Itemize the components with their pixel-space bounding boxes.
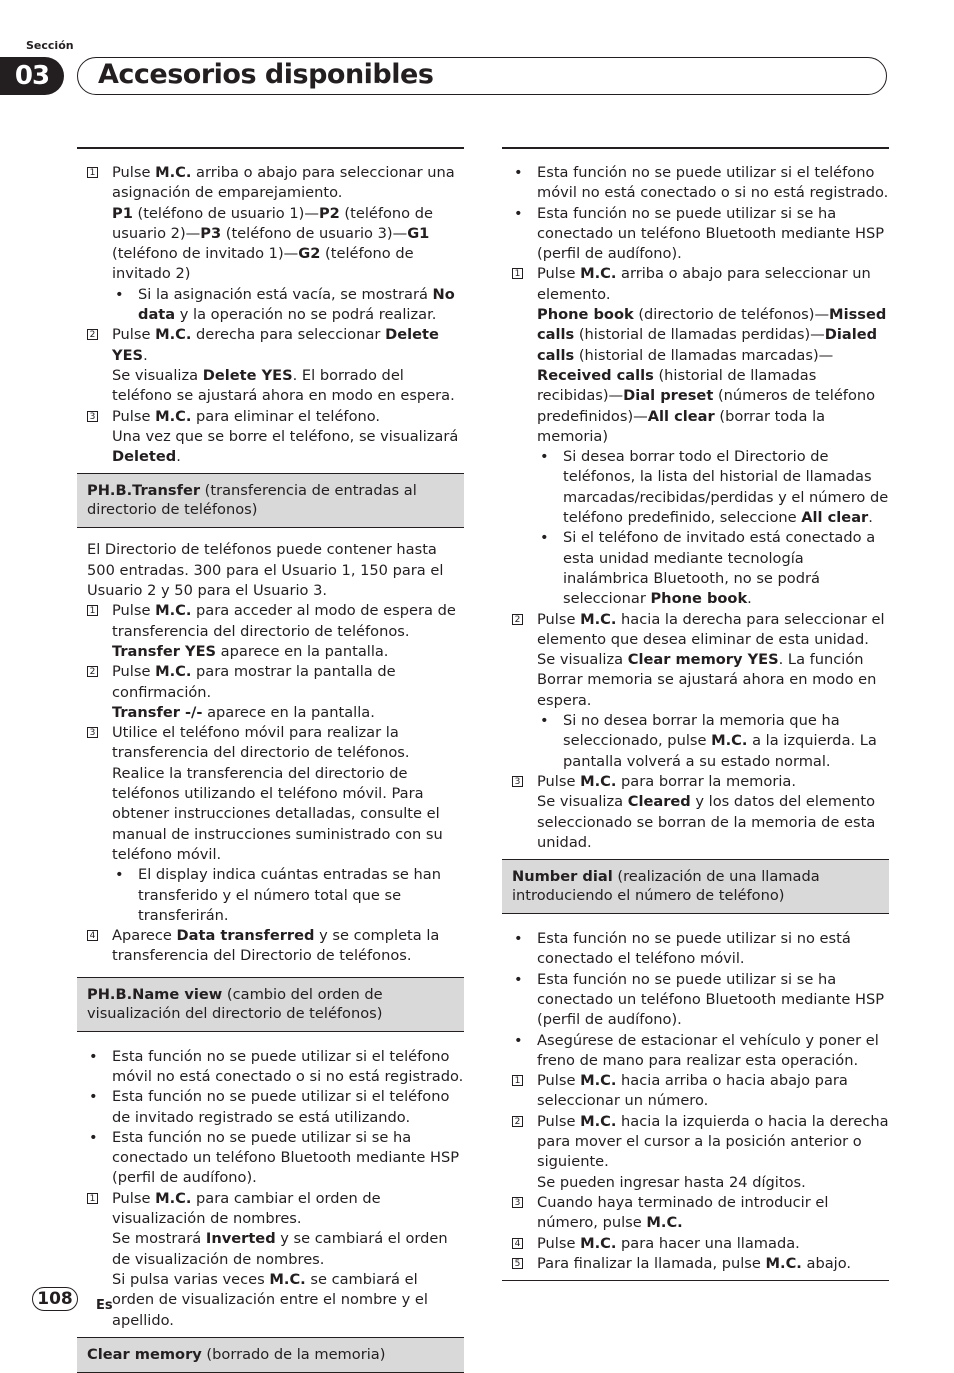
bullet-note: • Esta función no se puede utilizar si el teléfono móvil no está conectado o si no está registrado. xyxy=(502,163,889,204)
page-number: 108 xyxy=(32,1287,78,1311)
bullet-note: • Si la asignación está vacía, se mostrará No data y la operación no se podrá realizar. xyxy=(77,285,464,326)
step-number: 1 xyxy=(87,167,98,178)
transfer-step-3: 3 Utilice el teléfono móvil para realizar la transferencia del directorio de teléfonos. xyxy=(77,723,464,764)
bullet-note: • Si el teléfono de invitado está conectado a esta unidad mediante tecnología inalámbrica Bluetooth, no se podrá seleccionar Phone book. xyxy=(502,528,889,609)
dial-step-1: 1 Pulse M.C. hacia arriba o hacia abajo para seleccionar un número. xyxy=(502,1071,889,1112)
page-title: Accesorios disponibles xyxy=(98,59,434,90)
bullet-note: • Esta función no se puede utilizar si el teléfono de invitado registrado se está utilizando. xyxy=(77,1087,464,1128)
bullet-note: • Esta función no se puede utilizar si se ha conectado un teléfono Bluetooth mediante HSP (perfil de audífono). xyxy=(502,204,889,265)
clear-step-1: 1 Pulse M.C. arriba o abajo para seleccionar un elemento. xyxy=(502,264,889,305)
pairing-options: P1 (teléfono de usuario 1)—P2 (teléfono de usuario 2)—P3 (teléfono de usuario 3)—G1 (teléfono de invitado 1)—G2 (teléfono de invitado 2) xyxy=(112,204,433,283)
step-1: 1 Pulse M.C. arriba o abajo para seleccionar una asignación de emparejamiento. xyxy=(77,163,464,204)
section-number-badge: 03 xyxy=(0,57,64,95)
language-code: Es xyxy=(96,1298,113,1313)
section-heading-phb-name-view: PH.B.Name view (cambio del orden de visualización del directorio de teléfonos) xyxy=(77,977,464,1032)
dial-step-4: 4 Pulse M.C. para hacer una llamada. xyxy=(502,1234,889,1254)
bullet-note: • Si no desea borrar la memoria que ha seleccionado, pulse M.C. a la izquierda. La pantalla volverá a su estado normal. xyxy=(502,711,889,772)
clear-step-3: 3 Pulse M.C. para borrar la memoria. xyxy=(502,772,889,792)
section-label: Sección xyxy=(26,39,74,52)
step-3-detail: Una vez que se borre el teléfono, se visualizará Deleted. xyxy=(112,427,459,466)
clear-step-2: 2 Pulse M.C. hacia la derecha para seleccionar el elemento que desea eliminar de esta unidad. xyxy=(502,610,889,651)
name-view-detail: Se mostrará Inverted y se cambiará el orden de visualización de nombres. xyxy=(112,1230,448,1268)
column-end-rule xyxy=(502,1274,889,1281)
name-view-step-1: 1 Pulse M.C. para cambiar el orden de visualización de nombres. xyxy=(77,1189,464,1230)
transfer-step-4: 4 Aparece Data transferred y se completa la transferencia del Directorio de teléfonos. xyxy=(77,926,464,967)
transfer-step-3-detail: Realice la transferencia del directorio de teléfonos utilizando el teléfono móvil. Para obtener instrucciones detalladas, consulte el manual de instrucciones suministrado con su teléfono móvil. xyxy=(112,764,443,863)
clear-step-3-detail: Se visualiza Cleared y los datos del elemento seleccionado se borran de la memoria de esta unidad. xyxy=(537,793,876,851)
bullet-note: • Esta función no se puede utilizar si se ha conectado un teléfono Bluetooth mediante HSP (perfil de audífono). xyxy=(77,1128,464,1189)
bullet-note: • Asegúrese de estacionar el vehículo y poner el freno de mano para realizar esta operación. xyxy=(502,1031,889,1072)
intro-paragraph: El Directorio de teléfonos puede contener hasta 500 entradas. 300 para el Usuario 1, 150 para el Usuario 2 y 50 para el Usuario 3. xyxy=(87,541,444,600)
title-box xyxy=(77,57,887,95)
left-column xyxy=(77,147,464,1373)
clear-options: Phone book (directorio de teléfonos)—Missed calls (historial de llamadas perdidas)—Dialed calls (historial de llamadas marcadas)—Received calls (historial de llamadas recibidas)—Dial preset (números de teléfono predefinidos)—All clear (borrar toda la memoria) xyxy=(537,306,887,445)
dial-step-5: 5 Para finalizar la llamada, pulse M.C. abajo. xyxy=(502,1254,889,1274)
bullet-note: • Esta función no se puede utilizar si no está conectado el teléfono móvil. xyxy=(502,929,889,970)
right-column xyxy=(502,147,889,1281)
transfer-step-2: 2 Pulse M.C. para mostrar la pantalla de confirmación. xyxy=(77,662,464,703)
section-heading-phb-transfer: PH.B.Transfer (transferencia de entradas al directorio de teléfonos) xyxy=(77,473,464,528)
step-3: 3 Pulse M.C. para eliminar el teléfono. xyxy=(77,407,464,427)
transfer-step-1-detail: Transfer YES aparece en la pantalla. xyxy=(112,642,389,660)
bullet-note: • Si desea borrar todo el Directorio de teléfonos, la lista del historial de llamadas marcadas/recibidas/perdidas y el número de teléfono predefinido, seleccione All clear. xyxy=(502,447,889,528)
step-2: 2 Pulse M.C. derecha para seleccionar Delete YES. xyxy=(77,325,464,366)
dial-step-3: 3 Cuando haya terminado de introducir el número, pulse M.C. xyxy=(502,1193,889,1234)
step-2-detail: Se visualiza Delete YES. El borrado del teléfono se ajustará ahora en modo en espera. xyxy=(112,366,455,405)
dial-step-2: 2 Pulse M.C. hacia la izquierda o hacia la derecha para mover el cursor a la posición anterior o siguiente. xyxy=(502,1112,889,1173)
bullet-note: • El display indica cuántas entradas se han transferido y el número total que se transferirán. xyxy=(77,865,464,926)
name-view-detail: Si pulsa varias veces M.C. se cambiará el orden de visualización entre el nombre y el apellido. xyxy=(112,1270,428,1329)
section-heading-clear-memory: Clear memory (borrado de la memoria) xyxy=(77,1337,464,1373)
section-heading-number-dial: Number dial (realización de una llamada introduciendo el número de teléfono) xyxy=(502,859,889,914)
dial-step-2-detail: Se pueden ingresar hasta 24 dígitos. xyxy=(537,1173,806,1191)
bullet-note: • Esta función no se puede utilizar si el teléfono móvil no está conectado o si no está registrado. xyxy=(77,1047,464,1088)
clear-step-2-detail: Se visualiza Clear memory YES. La función Borrar memoria se ajustará ahora en modo en espera. xyxy=(537,651,877,709)
transfer-step-1: 1 Pulse M.C. para acceder al modo de espera de transferencia del directorio de teléfonos. xyxy=(77,601,464,642)
bullet-note: • Esta función no se puede utilizar si se ha conectado un teléfono Bluetooth mediante HSP (perfil de audífono). xyxy=(502,970,889,1031)
transfer-step-2-detail: Transfer -/- aparece en la pantalla. xyxy=(112,703,375,721)
